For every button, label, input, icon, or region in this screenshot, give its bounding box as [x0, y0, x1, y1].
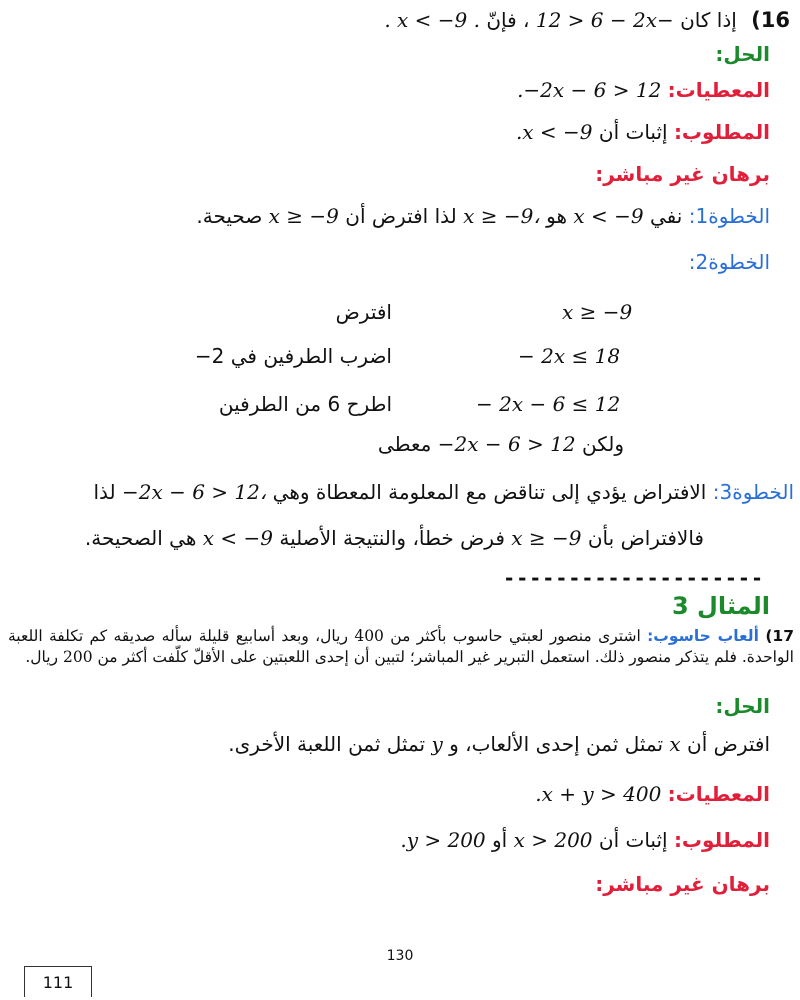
prove2-expr-1: x > 200 [513, 828, 593, 852]
step1-text-4: صحيحة. [196, 204, 263, 228]
step1-label: الخطوة1: [688, 204, 770, 228]
step3-expr-1: −2x − 6 > 12، [121, 480, 267, 504]
assume-text-2: تمثل ثمن إحدى الألعاب، و [449, 732, 664, 756]
step3-line-1 [93, 478, 794, 506]
q17-problem [8, 626, 794, 668]
page-number: 130 [386, 948, 414, 964]
step3-text-3: فالافتراض بأن [587, 526, 704, 550]
step3-text-2: لذا [93, 480, 116, 504]
step2-expr-3: − 2x − 6 ≤ 12 [476, 392, 621, 416]
step1-expr-3: x ≥ −9 [268, 204, 339, 228]
prove-text: إثبات أن [598, 120, 668, 144]
given-label: المعطيات: [667, 78, 770, 102]
given-line [517, 76, 770, 104]
step1-line [196, 202, 770, 230]
step1-expr-1: x < −9 [573, 204, 644, 228]
given2-label: المعطيات: [667, 782, 770, 806]
assume-var-x: x [669, 732, 681, 756]
step2-row-3 [0, 390, 800, 418]
prove2-expr-2: .y > 200 [400, 828, 486, 852]
step2-expr-2: − 2x ≤ 18 [518, 344, 621, 368]
solution-label: الحل: [715, 42, 770, 66]
assume-text-1: افترض أن [687, 732, 770, 756]
q16-number: 16) [751, 8, 790, 32]
step1-expr-2: x ≥ −9، [463, 204, 540, 228]
q17-title: ألعاب حاسوب: [647, 627, 759, 645]
prove-expr: .x < −9 [515, 120, 593, 144]
prove-label: المطلوب: [673, 120, 770, 144]
given2-expr: .x + y > 400 [535, 782, 662, 806]
step3-expr-3: x < −9 [202, 526, 273, 550]
step2-reason-2: اضرب الطرفين في 2− [194, 344, 392, 368]
assume-var-y: y [431, 732, 443, 756]
step2-row-1 [0, 298, 800, 326]
step3-expr-2: x ≥ −9 [511, 526, 582, 550]
but-line [378, 430, 624, 458]
but-text: ولكن [581, 432, 624, 456]
prove2-label: المطلوب: [673, 828, 770, 852]
prove-line [516, 118, 770, 146]
q16-intro: إذا كان [680, 8, 737, 32]
prove2-or: أو [492, 828, 508, 852]
step3-text-4: فرض خطأ، والنتيجة الأصلية [279, 526, 505, 550]
q17-text: اشترى منصور لعبتي حاسوب بأكثر من 400 ريال، وبعد أسابيع قليلة سأله صديقه كم تكلفة اللعبة الواحدة. فلم يتذكر منصور ذلك. استعمل التبرير غير المباشر؛ لتبين أن إحدى اللعبتين على الأقلّ كلّفت أكثر من 200 ريال. [8, 627, 794, 666]
indirect-proof-label-2: برهان غير مباشر: [595, 872, 770, 896]
prove2-line [400, 826, 770, 854]
assume-line [228, 730, 770, 758]
step1-text-1: نفي [650, 204, 683, 228]
example-title: المثال 3 [671, 592, 770, 620]
step2-expr-1: x ≥ −9 [562, 300, 633, 324]
step2-reason-3: اطرح 6 من الطرفين [218, 392, 392, 416]
step3-text-1: الافتراض يؤدي إلى تناقض مع المعلومة المعطاة وهي [272, 480, 707, 504]
prove2-text: إثبات أن [598, 828, 668, 852]
step2-label: الخطوة2: [688, 250, 770, 274]
separator-line: -------------------- [503, 566, 764, 590]
step1-text-2: هو [546, 204, 568, 228]
given-expr: .−2x − 6 > 12 [517, 78, 662, 102]
q16-separator: ، فإنّ [486, 8, 530, 32]
q17-number: 17) [765, 627, 794, 645]
q16-condition: 12 > 6 − 2x− [535, 8, 674, 32]
but-expr: −2x − 6 > 12 [437, 432, 576, 456]
q16-conclusion: . x < −9 . [384, 8, 480, 32]
step3-line-2 [85, 524, 704, 552]
step2-reason-1: افترض [335, 300, 392, 324]
page-box-number: 111 [24, 966, 92, 997]
indirect-proof-label: برهان غير مباشر: [595, 162, 770, 186]
step2-row-2 [0, 342, 800, 370]
step3-text-5: هي الصحيحة. [84, 526, 197, 550]
solution2-label: الحل: [715, 694, 770, 718]
step3-label: الخطوة3: [712, 480, 794, 504]
step1-text-3: لذا افترض أن [345, 204, 457, 228]
but-given: معطى [377, 432, 432, 456]
assume-text-3: تمثل ثمن اللعبة الأخرى. [228, 732, 426, 756]
given2-line [535, 780, 770, 808]
q16-statement [384, 6, 790, 34]
